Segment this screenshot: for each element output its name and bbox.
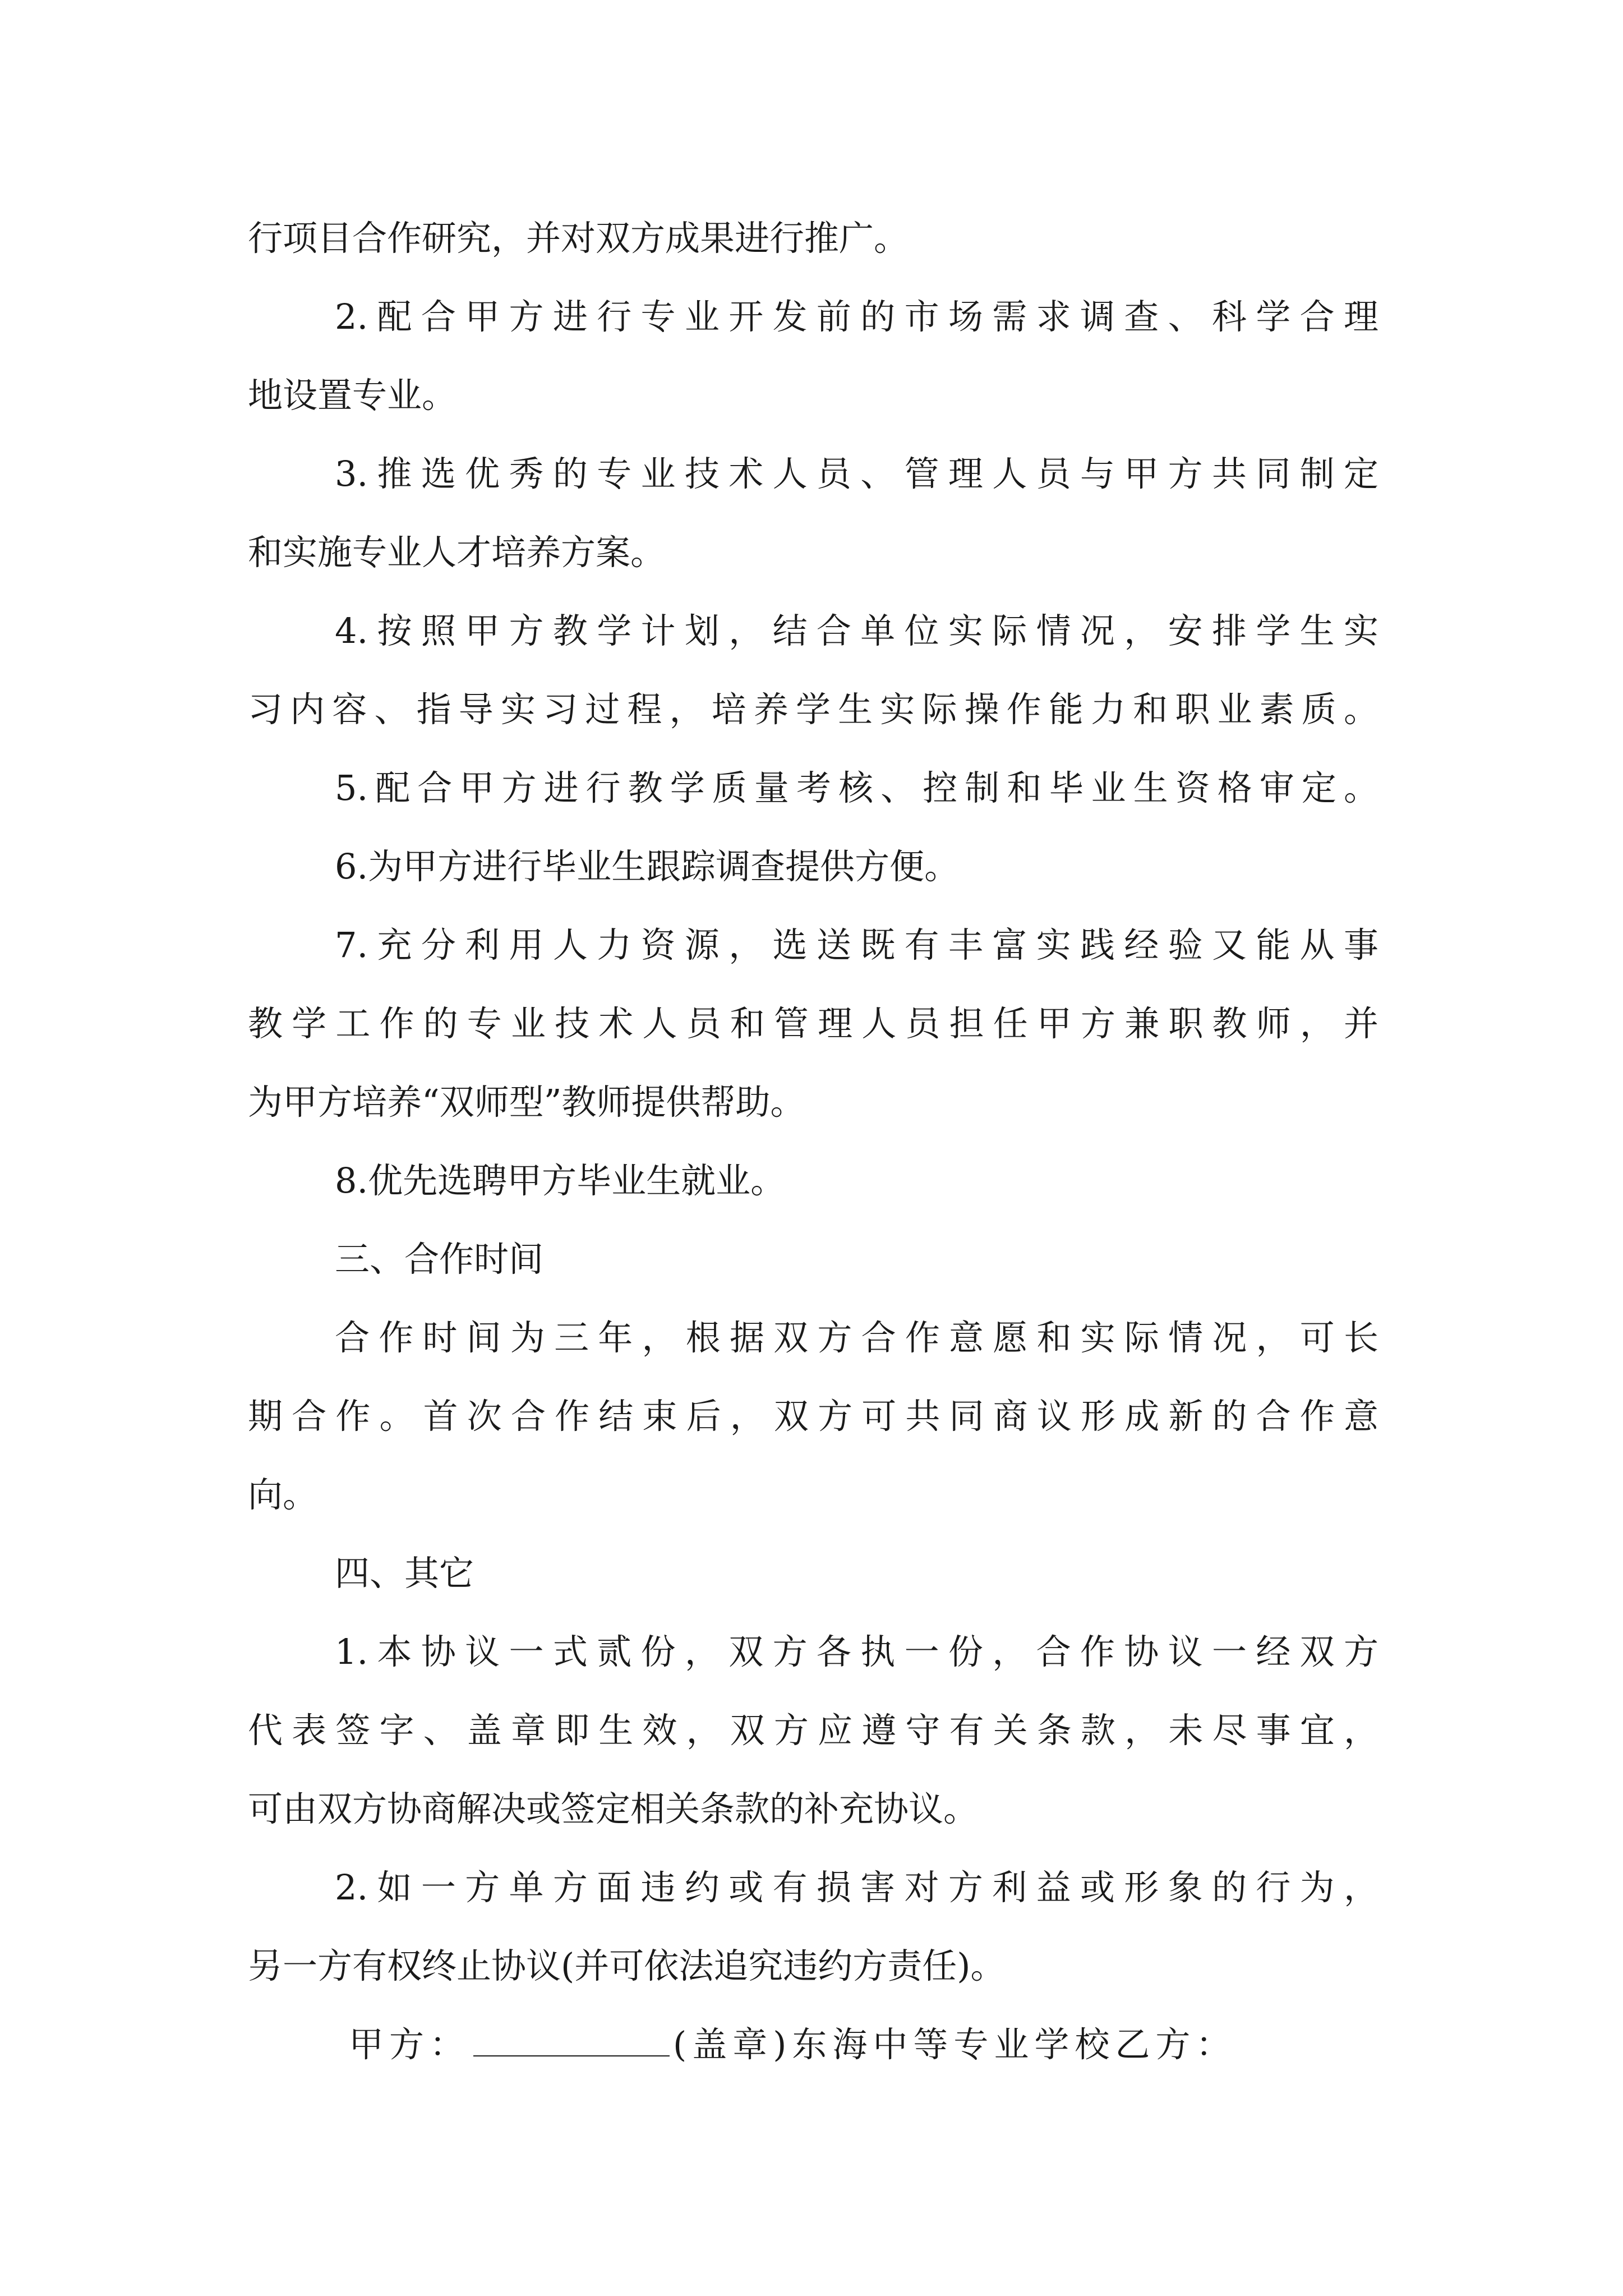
- paragraph-line: 教学工作的专业技术人员和管理人员担任甲方兼职教师，并: [248, 1003, 1378, 1044]
- signature-blank: [473, 2026, 670, 2056]
- paragraph-line: 为甲方培养“双师型”教师提供帮助。: [248, 1082, 805, 1122]
- signature-line: [349, 2022, 1378, 2067]
- paragraph-line: 4.按照甲方教学计划，结合单位实际情况，安排学生实: [335, 610, 1378, 651]
- paragraph-line: 地设置专业。: [248, 375, 457, 416]
- paragraph-line: 1.本协议一式贰份，双方各执一份，合作协议一经双方: [335, 1631, 1378, 1672]
- paragraph-line: 行项目合作研究，并对双方成果进行推广。: [248, 218, 909, 259]
- section-heading: 四、其它: [335, 1553, 474, 1594]
- paragraph-line: 可由双方协商解决或签定相关条款的补充协议。: [248, 1788, 979, 1829]
- paragraph-line: 习内容、指导实习过程，培养学生实际操作能力和职业素质。: [248, 689, 1378, 730]
- paragraph-line: 7.充分利用人力资源，选送既有丰富实践经验又能从事: [335, 924, 1378, 965]
- paragraph-line: 代表签字、盖章即生效，双方应遵守有关条款，未尽事宜，: [248, 1710, 1378, 1751]
- section-heading: 三、合作时间: [335, 1239, 544, 1280]
- paragraph-line: 期合作。首次合作结束后，双方可共同商议形成新的合作意: [248, 1396, 1378, 1437]
- paragraph-line: 合作时间为三年，根据双方合作意愿和实际情况，可长: [335, 1317, 1378, 1358]
- paragraph-line: 另一方有权终止协议(并可依法追究违约方责任)。: [248, 1945, 1006, 1986]
- seal-text: (盖章)东海中等专业学校乙方：: [673, 2024, 1237, 2065]
- paragraph-line: 3.推选优秀的专业技术人员、管理人员与甲方共同制定: [335, 453, 1378, 494]
- paragraph-line: 5.配合甲方进行教学质量考核、控制和毕业生资格审定。: [335, 767, 1378, 808]
- party-a-label: 甲方：: [349, 2024, 471, 2065]
- paragraph-line: 8.优先选聘甲方毕业生就业。: [335, 1160, 786, 1201]
- paragraph-line: 2.配合甲方进行专业开发前的市场需求调查、科学合理: [335, 296, 1378, 337]
- paragraph-line: 2.如一方单方面违约或有损害对方利益或形象的行为，: [335, 1867, 1378, 1908]
- paragraph-line: 和实施专业人才培养方案。: [248, 532, 666, 573]
- paragraph-line: 向。: [248, 1474, 318, 1515]
- paragraph-line: 6.为甲方进行毕业生跟踪调查提供方便。: [335, 846, 960, 887]
